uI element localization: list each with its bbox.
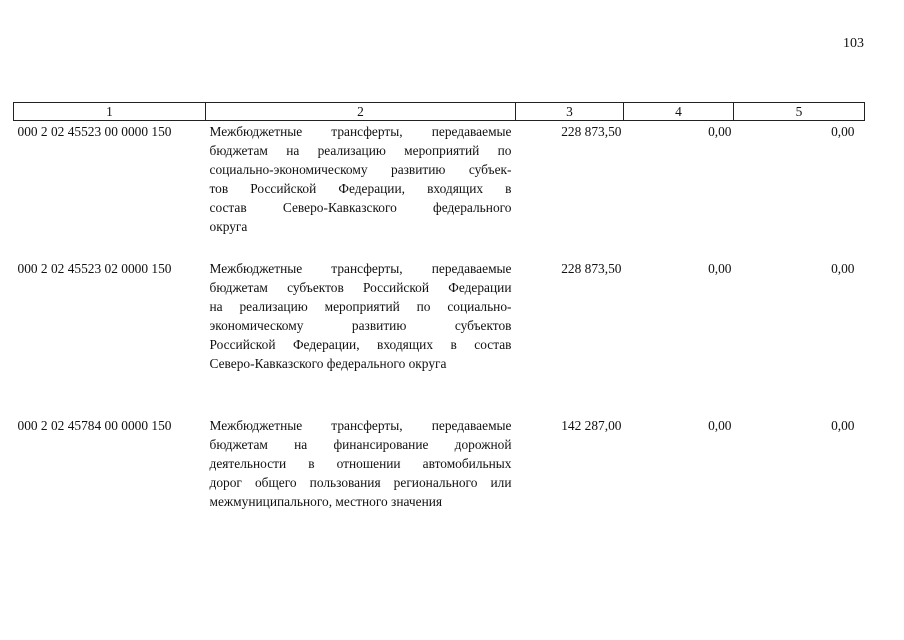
row-col4-value: 0,00 xyxy=(708,417,732,433)
row-col5-value: 0,00 xyxy=(831,124,855,139)
row-col4-value: 0,00 xyxy=(708,260,732,276)
name-line: дорог общего пользования регионального или xyxy=(209,474,512,490)
row-code: 000 2 02 45523 02 0000 150 xyxy=(17,260,172,276)
name-line: бюджетам на реализацию мероприятий по xyxy=(209,143,512,158)
row-col3-value: 228 873,50 xyxy=(561,260,622,276)
name-line: межмуниципального, местного значения xyxy=(209,493,443,509)
row-code: 000 2 02 45523 00 0000 150 xyxy=(17,124,172,139)
name-line: бюджетам субъектов Российской Федерации xyxy=(209,279,512,295)
row-name xyxy=(206,121,516,258)
name-line: Северо-Кавказского федерального округа xyxy=(209,355,447,371)
name-line: Межбюджетные трансферты, передаваемые xyxy=(209,124,512,139)
row-code: 000 2 02 45784 00 0000 150 xyxy=(17,417,172,433)
header-col-4: 4 xyxy=(624,103,734,121)
header-row xyxy=(14,103,865,121)
header-col-2: 2 xyxy=(206,103,516,121)
name-line: Межбюджетные трансферты, передаваемые xyxy=(209,260,512,276)
header-col-1: 1 xyxy=(14,103,206,121)
name-line: Российской Федерации, входящих в состав xyxy=(209,336,512,352)
name-line: на реализацию мероприятий по социально- xyxy=(209,298,512,314)
name-line: Межбюджетные трансферты, передаваемые xyxy=(209,417,512,433)
name-line: бюджетам на финансирование дорожной xyxy=(209,436,512,452)
table-row xyxy=(14,258,865,415)
table-body xyxy=(14,121,865,511)
budget-table xyxy=(13,102,865,511)
row-col4-value: 0,00 xyxy=(708,124,732,139)
name-line: состав Северо-Кавказского федерального xyxy=(209,200,512,215)
table-row xyxy=(14,121,865,258)
table-header xyxy=(14,103,865,121)
header-col-5: 5 xyxy=(734,103,865,121)
name-line: экономическому развитию субъектов xyxy=(209,317,512,333)
name-line: тов Российской Федерации, входящих в xyxy=(209,181,512,196)
row-name xyxy=(206,415,516,511)
row-col3-value: 228 873,50 xyxy=(561,124,622,139)
row-col5-value: 0,00 xyxy=(831,260,855,276)
name-line: социально-экономическому развитию субъек- xyxy=(209,162,512,177)
row-col5-value: 0,00 xyxy=(831,417,855,433)
name-line: округа xyxy=(209,219,248,234)
page-number: 103 xyxy=(843,36,864,51)
name-line: деятельности в отношении автомобильных xyxy=(209,455,512,471)
row-name xyxy=(206,258,516,415)
table-row xyxy=(14,415,865,511)
header-col-3: 3 xyxy=(516,103,624,121)
row-col3-value: 142 287,00 xyxy=(561,417,622,433)
